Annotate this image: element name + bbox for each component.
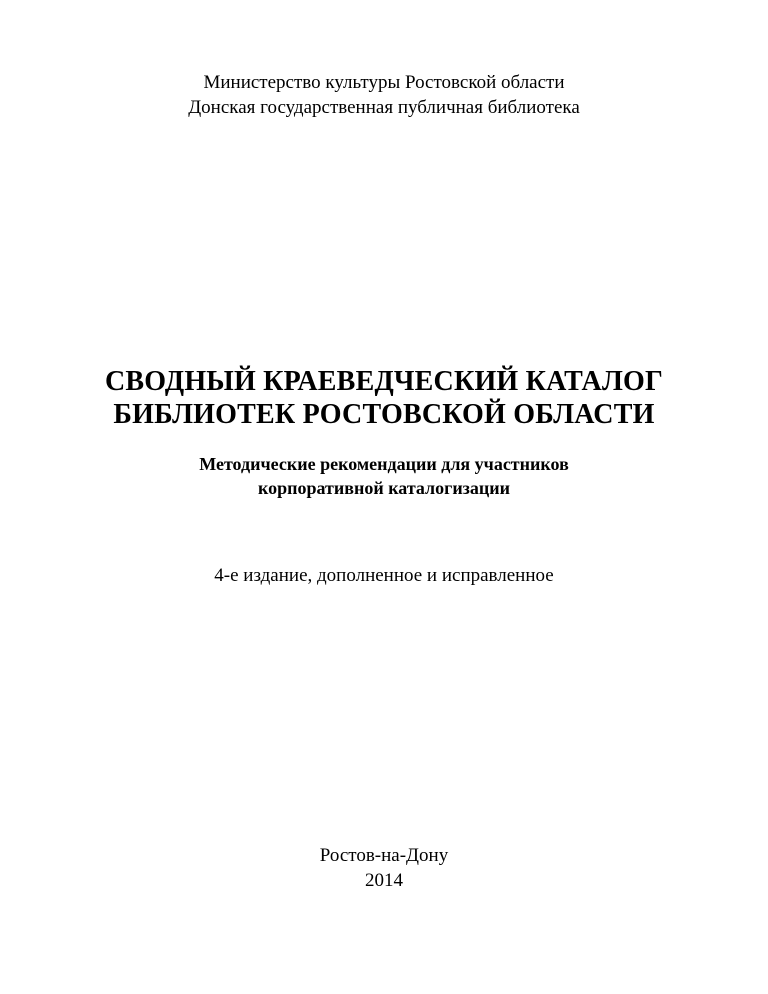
imprint-year: 2014	[365, 870, 403, 891]
library-name: Донская государственная публичная библиотека	[188, 97, 580, 118]
subtitle-line-2: корпоративной каталогизации	[257, 478, 511, 498]
title-line-1: СВОДНЫЙ КРАЕВЕДЧЕСКИЙ КАТАЛОГ	[104, 366, 664, 397]
ministry-name: Министерство культуры Ростовской области	[203, 72, 565, 93]
edition-statement	[0, 563, 768, 588]
subtitle-line-1: Методические рекомендации для участников	[199, 454, 569, 474]
edition-text: 4-е издание, дополненное и исправленное	[214, 565, 554, 586]
imprint-city: Ростов-на-Дону	[319, 845, 449, 866]
document-subtitle	[0, 452, 768, 500]
document-title	[0, 365, 768, 431]
title-line-2: БИБЛИОТЕК РОСТОВСКОЙ ОБЛАСТИ	[113, 399, 655, 430]
imprint	[0, 843, 768, 893]
organization-header	[0, 70, 768, 120]
